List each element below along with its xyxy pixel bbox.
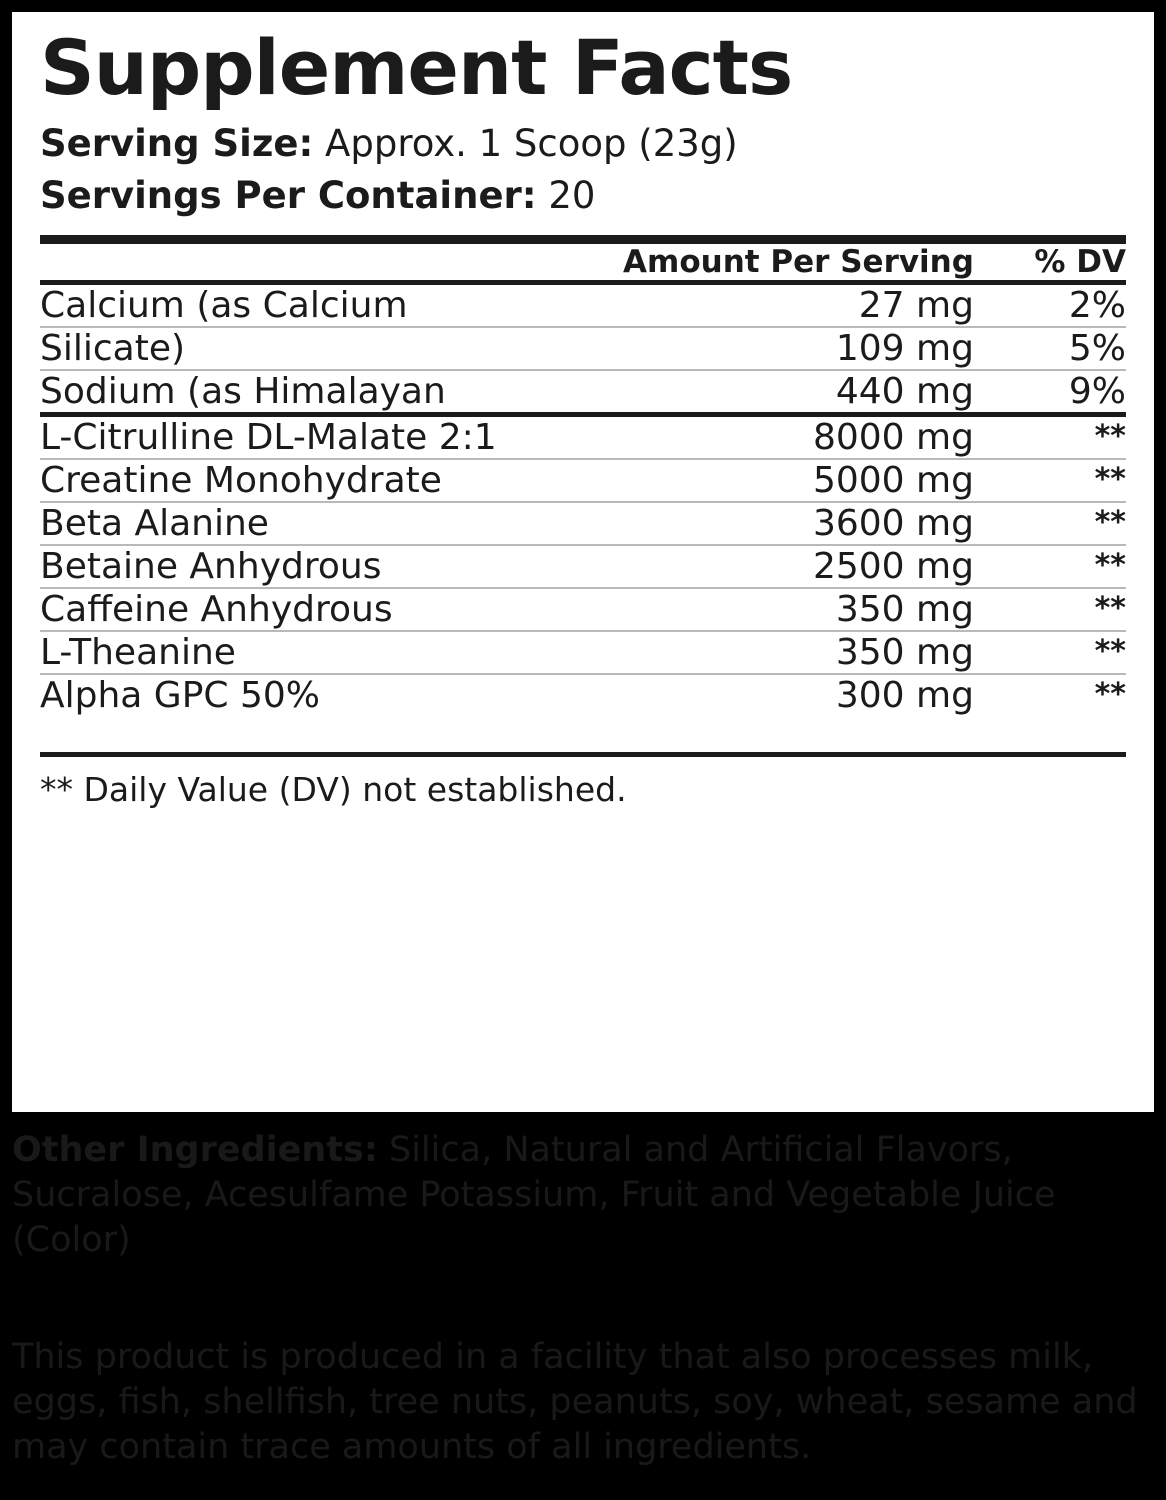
table-row: [40, 631, 1126, 674]
row-nutrient-name: Betaine Anhydrous: [40, 545, 605, 588]
row-percent-dv: **: [974, 631, 1126, 674]
row-nutrient-name: Calcium (as Calcium: [40, 284, 408, 326]
row-nutrient-name: L-Citrulline DL-Malate 2:1: [40, 416, 497, 458]
table-row: [40, 674, 1126, 716]
row-amount: 300 mg: [605, 674, 974, 716]
table-row: [40, 417, 1126, 459]
header-amount-per-serving: Amount Per Serving: [623, 243, 974, 280]
row-amount: 440 mg: [605, 370, 974, 412]
daily-value-footnote: ** Daily Value (DV) not established.: [40, 769, 627, 809]
allergen-statement: This product is produced in a facility that also processes milk, eggs, fish, shellfish, tree nuts, peanuts, soy, wheat, sesame and may contain trace amounts of all ingredients.: [12, 1337, 1138, 1467]
servings-per-container-label: Servings Per Container:: [40, 174, 537, 218]
table-row: [40, 370, 1126, 412]
row-percent-dv: 5%: [974, 327, 1126, 370]
divider-thick-top: [40, 235, 1126, 244]
table-row: [40, 459, 1126, 502]
row-amount: 109 mg: [605, 327, 974, 370]
row-nutrient-name: L-Theanine: [40, 631, 605, 674]
row-amount: 5000 mg: [605, 459, 974, 502]
row-percent-dv: **: [974, 502, 1126, 545]
row-percent-dv: **: [974, 588, 1126, 631]
row-amount: 8000 mg: [812, 416, 974, 458]
serving-size-line: [40, 118, 1138, 171]
nutrition-table-body: [40, 285, 1126, 412]
row-amount: 27 mg: [858, 284, 974, 326]
table-row: [40, 285, 1126, 327]
row-percent-dv: **: [1094, 418, 1126, 454]
page-title: Supplement Facts: [40, 23, 793, 112]
table-row: [40, 588, 1126, 631]
row-nutrient-name: Silicate): [40, 327, 605, 370]
row-nutrient-name: Creatine Monohydrate: [40, 459, 605, 502]
other-ingredients-text: Silica, Natural and Artificial Flavors, Sucralose, Acesulfame Potassium, Fruit and Vegetable Juice (Color): [12, 1130, 1056, 1260]
other-ingredients-label: Other Ingredients:: [12, 1130, 378, 1170]
table-row: [40, 502, 1126, 545]
row-amount: 350 mg: [605, 631, 974, 674]
servings-per-container-line: [40, 170, 1138, 223]
row-percent-dv: **: [974, 545, 1126, 588]
row-nutrient-name: Caffeine Anhydrous: [40, 588, 605, 631]
row-percent-dv: 9%: [974, 370, 1126, 412]
other-ingredients: [12, 1128, 1142, 1262]
table-row: [40, 545, 1126, 588]
header-percent-dv: % DV: [1034, 243, 1126, 280]
row-nutrient-name: Beta Alanine: [40, 502, 605, 545]
nutrition-table-blend: [40, 417, 1126, 752]
divider-bottom: [40, 752, 1126, 757]
table-header-row: [40, 244, 1126, 280]
table-row: [40, 327, 1126, 370]
row-nutrient-name: Sodium (as Himalayan: [40, 370, 605, 412]
nutrition-table: [40, 244, 1126, 280]
supplement-facts-panel: [12, 12, 1154, 1112]
row-percent-dv: **: [974, 674, 1126, 716]
header-nutrient: [40, 244, 605, 280]
row-amount: 350 mg: [605, 588, 974, 631]
row-amount: 3600 mg: [605, 502, 974, 545]
servings-per-container-value: 20: [548, 174, 596, 218]
row-nutrient-name: Alpha GPC 50%: [40, 674, 605, 716]
serving-size-value: Approx. 1 Scoop (23g): [325, 121, 738, 165]
row-percent-dv: 2%: [1068, 284, 1126, 326]
row-amount: 2500 mg: [605, 545, 974, 588]
row-percent-dv: **: [974, 459, 1126, 502]
serving-size-label: Serving Size:: [40, 121, 314, 165]
table-spacer-row: [40, 716, 1126, 752]
